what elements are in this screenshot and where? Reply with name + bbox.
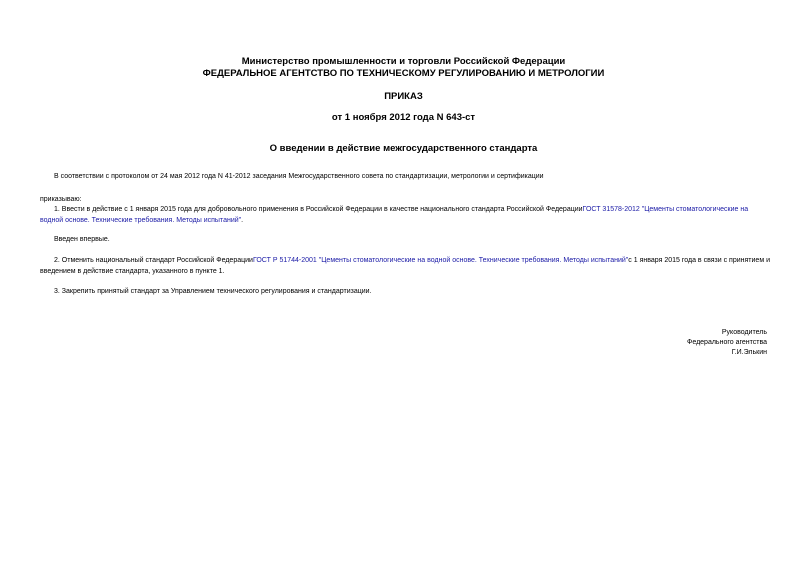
- ministry-title: Министерство промышленности и торговли Российской Федерации: [241, 56, 566, 67]
- preamble: В соответствии с протоколом от 24 мая 2012 года N 41-2012 заседания Межгосударственного совета по стандартизации, метрологии и сертификации: [54, 173, 544, 180]
- signature-title: Руководитель: [721, 329, 767, 336]
- item-2-end: с 1 января 2015 года в связи с принятием и введением в действие стандарта, указанного в пункте 1.: [40, 257, 770, 275]
- doc-type: ПРИКАЗ: [384, 91, 423, 102]
- gost-r-51744-link[interactable]: ГОСТ Р 51744-2001 "Цементы стоматологические на водной основе. Технические требования. Методы испытаний": [252, 257, 629, 264]
- item-2: [40, 256, 770, 277]
- signature-name: Г.И.Элькин: [731, 349, 767, 356]
- signature-org: Федерального агентства: [687, 339, 767, 346]
- item-3: 3. Закрепить принятый стандарт за Управлением технического регулирования и стандартизации.: [54, 288, 372, 295]
- item-1: [40, 205, 770, 226]
- gost-31578-link[interactable]: ГОСТ 31578-2012 "Цементы стоматологические на водной основе. Технические требования. Методы испытаний": [40, 206, 749, 224]
- item-1-end: .: [241, 216, 244, 224]
- agency-title: ФЕДЕРАЛЬНОЕ АГЕНТСТВО ПО ТЕХНИЧЕСКОМУ РЕГУЛИРОВАНИЮ И МЕТРОЛОГИИ: [202, 68, 605, 79]
- item-2-text: 2. Отменить национальный стандарт Российской Федерации: [54, 257, 253, 264]
- first-intro-note: Введен впервые.: [54, 236, 110, 243]
- doc-subject: О введении в действие межгосударственного стандарта: [269, 143, 538, 154]
- item-1-text: 1. Ввести в действие с 1 января 2015 года для добровольного применения в Российской Федерации в качестве национального стандарта Российской Федерации: [54, 206, 583, 213]
- doc-date-number: от 1 ноября 2012 года N 643-ст: [331, 112, 476, 123]
- order-word: приказываю:: [40, 196, 82, 203]
